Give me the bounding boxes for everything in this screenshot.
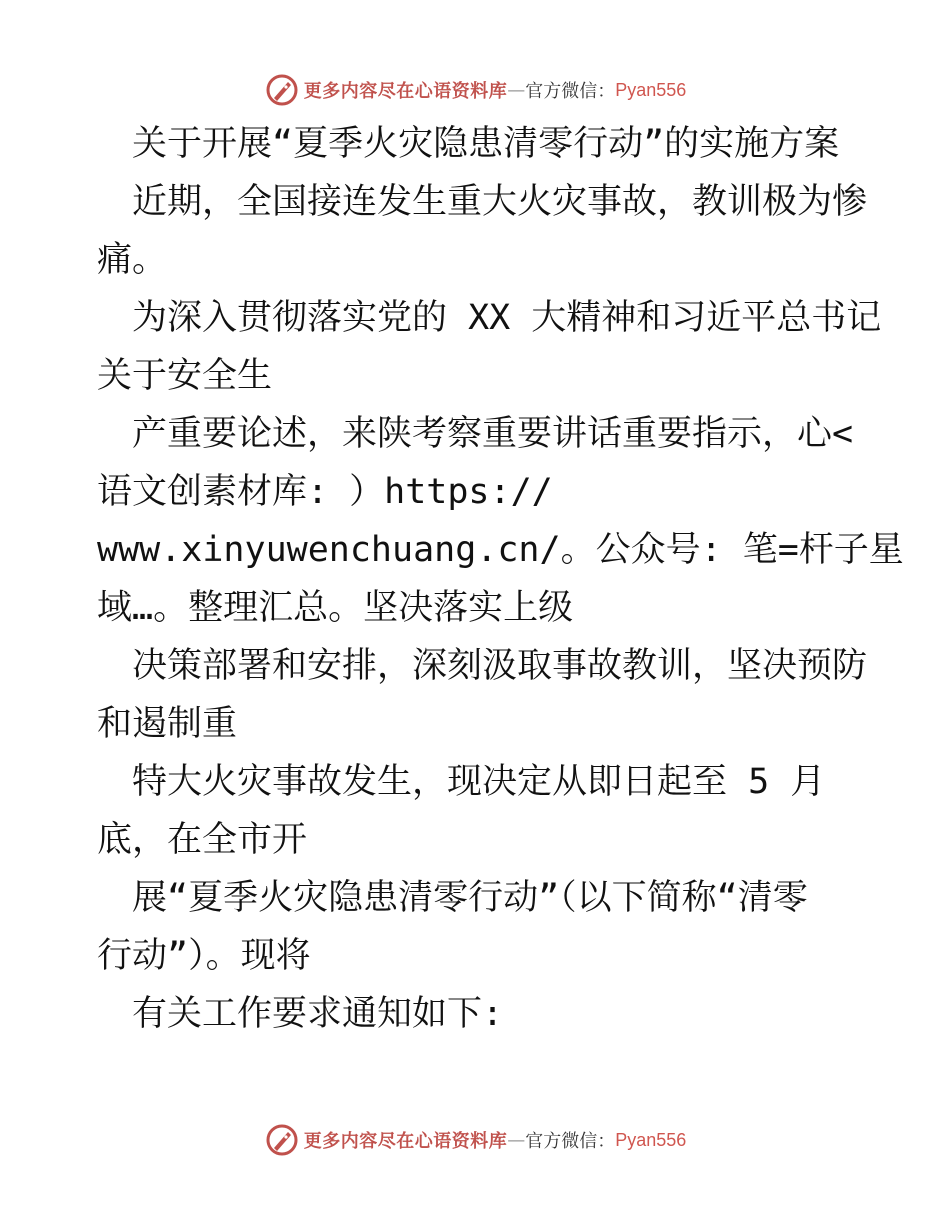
paragraph-line: www.xinyuwenchuang.cn/。公众号: 笔=杆子星 bbox=[97, 530, 904, 570]
document-title: 关于开展“夏季火灾隐患清零行动”的实施方案 bbox=[97, 124, 840, 164]
watermark-wechat-id: Pyan556 bbox=[615, 79, 687, 100]
paragraph-line: 行动”）。现将 bbox=[97, 936, 311, 976]
paragraph-line: 语文创素材库: ）https:// bbox=[97, 472, 553, 512]
paragraph-line: 有关工作要求通知如下: bbox=[97, 994, 504, 1034]
paragraph-line: 关于安全生 bbox=[97, 356, 273, 396]
paragraph-line: 和遏制重 bbox=[97, 704, 238, 744]
watermark-brand: 更多内容尽在心语资料库 bbox=[303, 81, 508, 102]
paragraph-line: 近期，全国接连发生重大火灾事故，教训极为惨 bbox=[97, 182, 868, 222]
paragraph-line: 域…。整理汇总。坚决落实上级 bbox=[97, 588, 574, 628]
pen-nib-logo-icon bbox=[264, 72, 300, 108]
paragraph-line: 决策部署和安排，深刻汲取事故教训，坚决预防 bbox=[97, 646, 868, 686]
pen-nib-logo-icon bbox=[264, 1122, 300, 1158]
watermark-wechat-label: 官方微信： bbox=[525, 81, 616, 102]
watermark-wechat-label: 官方微信： bbox=[525, 1131, 616, 1152]
paragraph-line: 产重要论述，来陕考察重要讲话重要指示，心< bbox=[97, 414, 854, 454]
watermark-wechat-id: Pyan556 bbox=[615, 1129, 687, 1150]
footer-watermark bbox=[0, 1120, 950, 1160]
paragraph-line: 底，在全市开 bbox=[97, 820, 308, 860]
document-body bbox=[97, 115, 904, 1043]
paragraph-line: 特大火灾事故发生，现决定从即日起至 5 月 bbox=[97, 762, 826, 802]
watermark-separator: — bbox=[507, 1129, 526, 1151]
paragraph-line: 为深入贯彻落实党的 XX 大精神和习近平总书记 bbox=[97, 298, 882, 338]
watermark-brand: 更多内容尽在心语资料库 bbox=[303, 1131, 508, 1152]
paragraph-line: 展“夏季火灾隐患清零行动”（以下简称“清零 bbox=[97, 878, 808, 918]
watermark-separator: — bbox=[507, 79, 526, 101]
paragraph-line: 痛。 bbox=[97, 240, 168, 280]
header-watermark bbox=[0, 70, 950, 110]
